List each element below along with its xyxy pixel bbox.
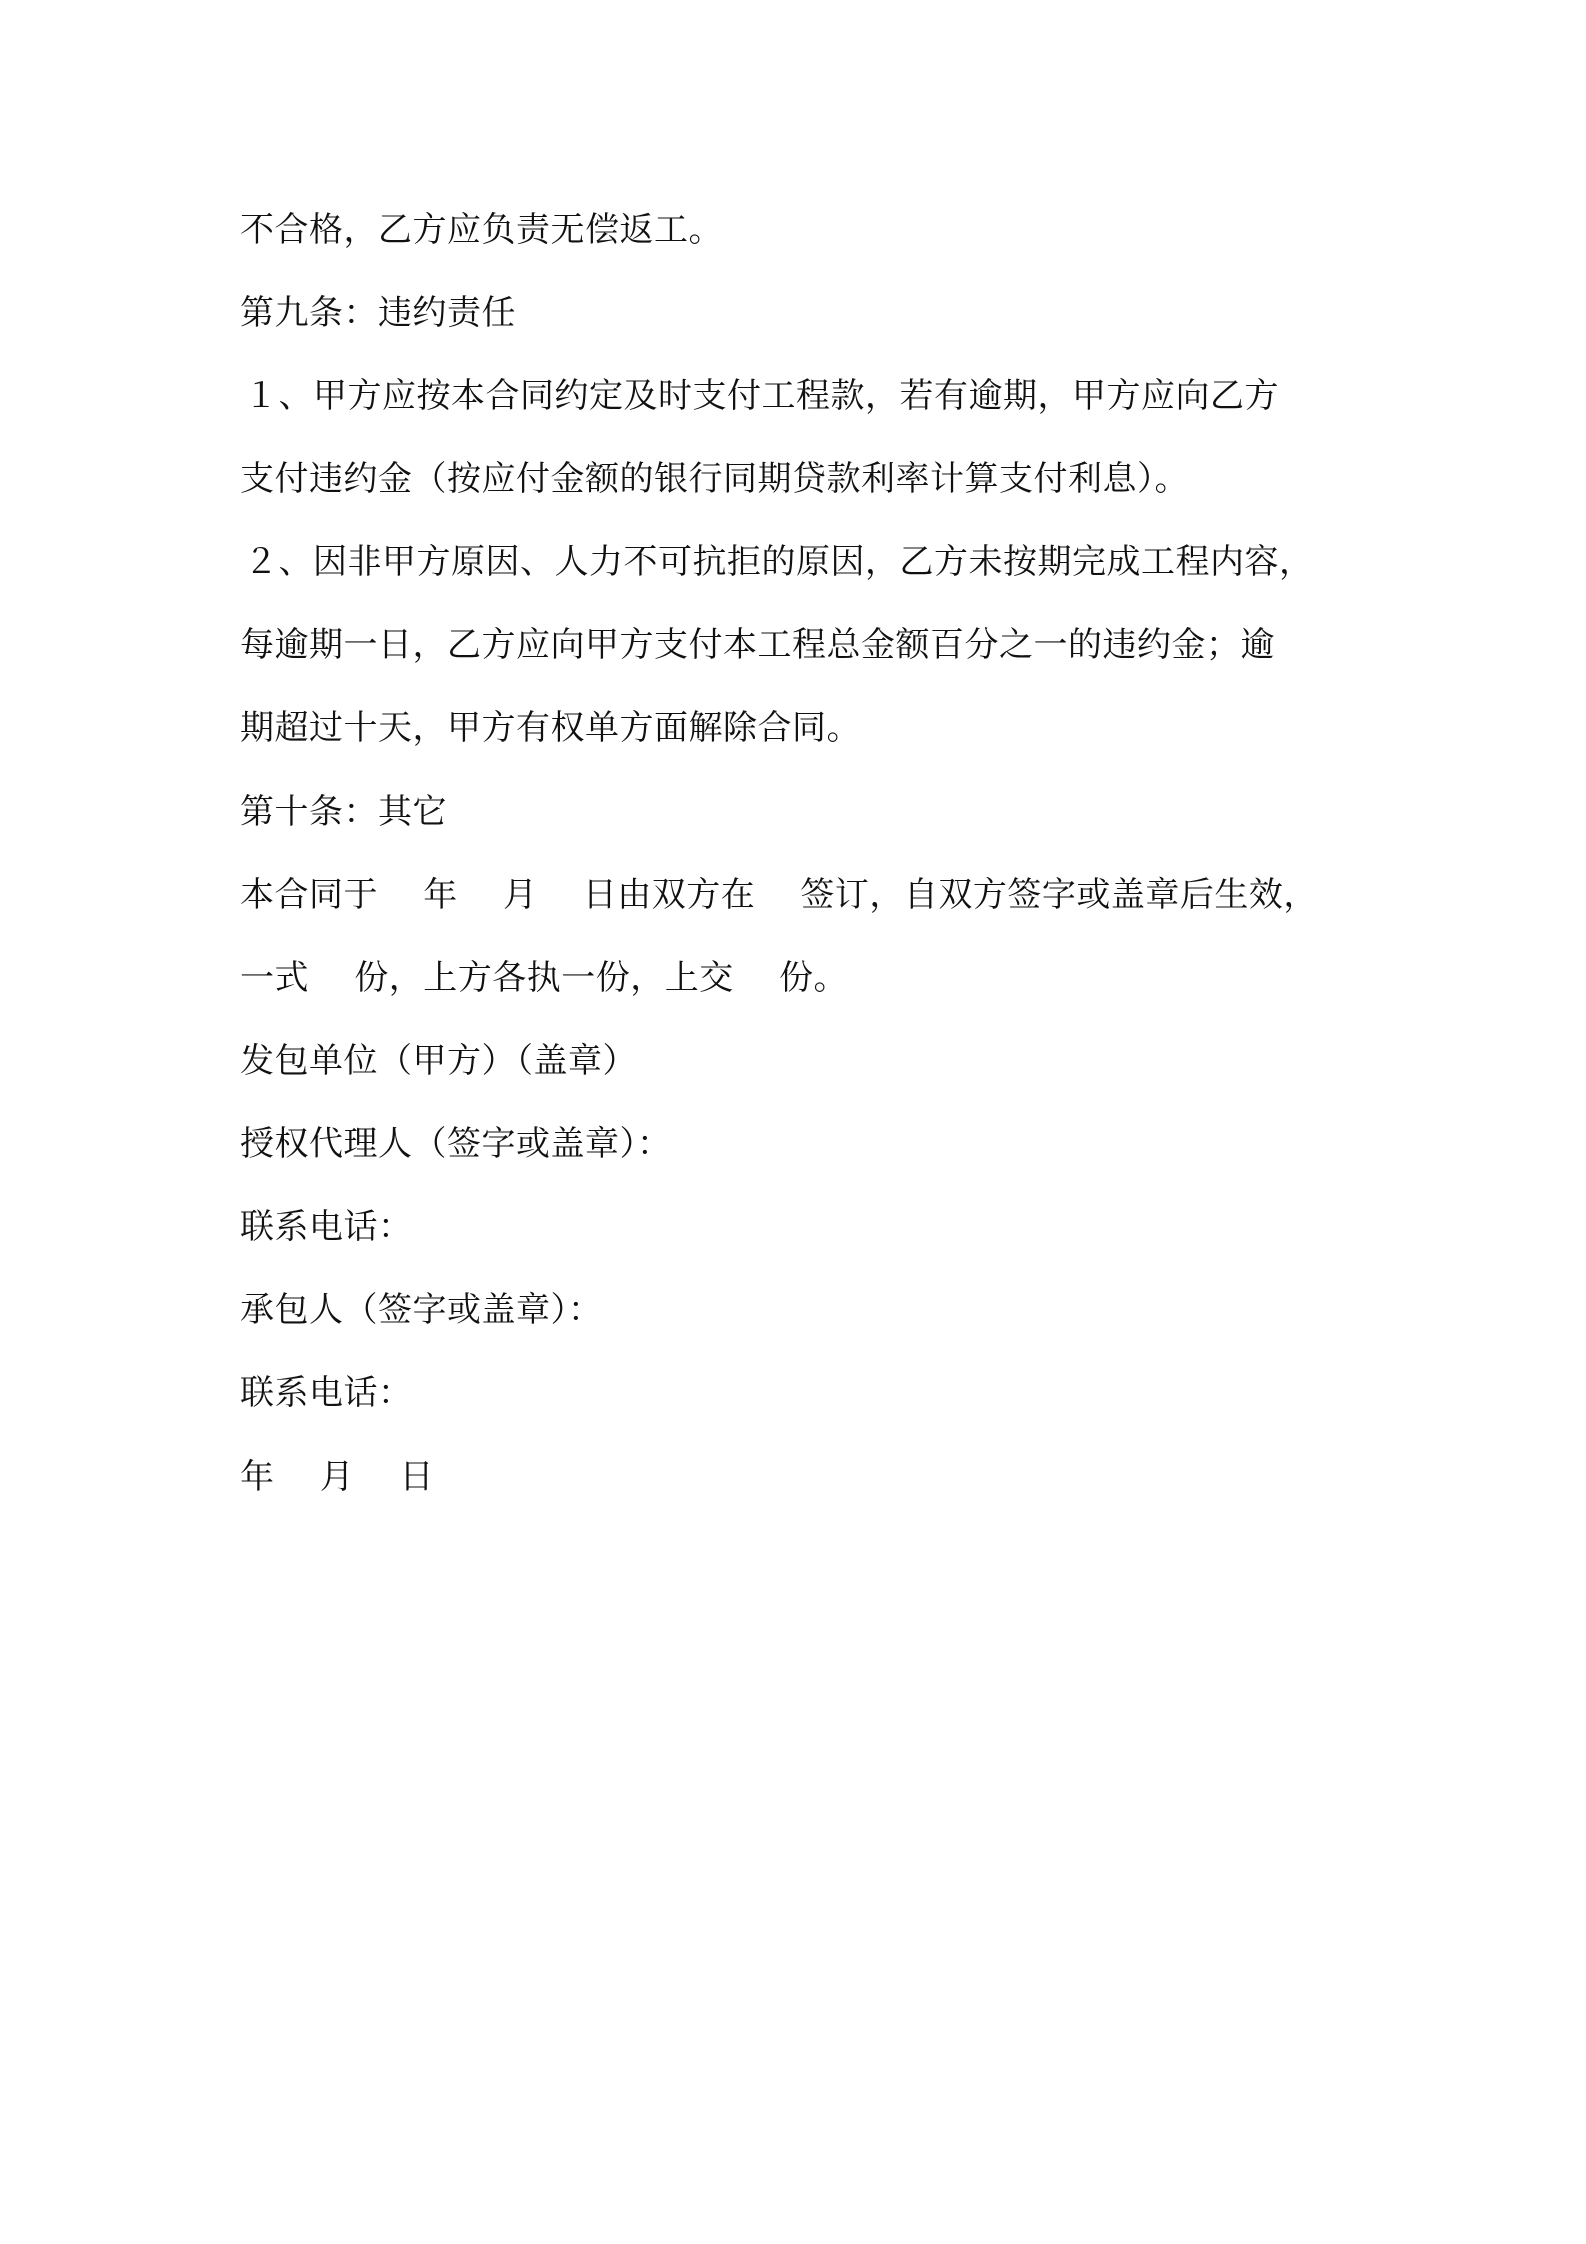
text-line: 一式 份，上方各执一份，上交 份。 — [240, 958, 848, 998]
signature-field-label: 联系电话： — [240, 1373, 413, 1413]
text-line: 本合同于 年 月 日由双方在 签订，自双方签字或盖章后生效， — [240, 875, 1318, 915]
signature-field-label: 联系电话： — [240, 1207, 413, 1247]
text-line: 期超过十天，甲方有权单方面解除合同。 — [240, 708, 861, 748]
signature-field-label: 承包人（签字或盖章）： — [240, 1290, 603, 1330]
text-line: １、甲方应按本合同约定及时支付工程款，若有逾期，甲方应向乙方 — [244, 376, 1279, 416]
article-heading: 第十条：其它 — [240, 792, 447, 832]
article-heading: 第九条：违约责任 — [240, 293, 516, 333]
signature-field-label: 授权代理人（签字或盖章）： — [240, 1124, 672, 1164]
date-line: 年 月 日 — [240, 1457, 434, 1497]
text-line: 不合格，乙方应负责无偿返工。 — [240, 210, 723, 250]
text-line: 每逾期一日，乙方应向甲方支付本工程总金额百分之一的违约金；逾 — [240, 625, 1275, 665]
text-line: ２、因非甲方原因、人力不可抗拒的原因，乙方未按期完成工程内容， — [244, 542, 1314, 582]
text-line: 支付违约金（按应付金额的银行同期贷款利率计算支付利息）。 — [240, 459, 1189, 499]
signature-field-label: 发包单位（甲方）（盖章） — [240, 1041, 637, 1081]
